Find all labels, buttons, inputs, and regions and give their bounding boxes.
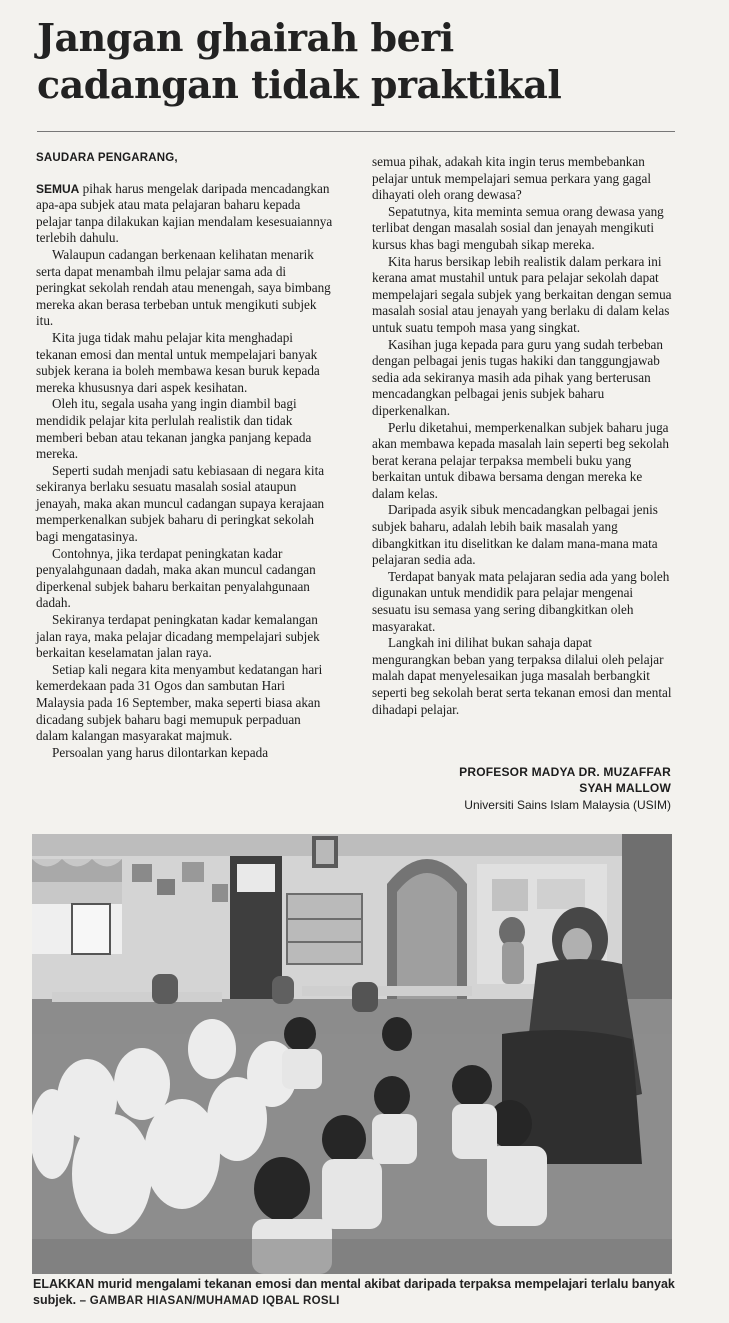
- headline-line-1: Jangan ghairah beri: [37, 15, 454, 60]
- paragraph-7: Sekiranya terdapat peningkatan kadar kemalangan jalan raya, maka pelajar dicadang mempelajari subjek berkaitan keselamatan jalan raya.: [36, 612, 320, 661]
- paragraph-3: Kita juga tidak mahu pelajar kita menghadapi tekanan emosi dan mental untuk mempelajari banyak subjek kerana ia boleh membawa kesan buruk kepada mereka khususnya dari aspek kesihatan.: [36, 329, 320, 395]
- paragraph-1: [36, 181, 336, 247]
- article-column-left: [36, 150, 336, 761]
- paragraph-8: Setiap kali negara kita menyambut kedatangan hari kemerdekaan pada 31 Ogos dan sambutan Hari Malaysia pada 16 September, maka seperti biasa akan dicadang subjek baharu bagi memupuk perpaduan dalam kalangan masyarakat majmuk.: [36, 661, 323, 744]
- photo-credit: – GAMBAR HIASAN/MUHAMAD IQBAL ROSLI: [79, 1295, 340, 1307]
- author-institution: Universiti Sains Islam Malaysia (USIM): [464, 798, 671, 812]
- paragraph-9-continued: semua pihak, adakah kita ingin terus membebankan pelajar untuk mempelajari semua perkara yang gagal dihayati oleh orang dewasa?: [372, 154, 652, 203]
- lead-word: SEMUA: [36, 181, 80, 196]
- paragraph-12: Kasihan juga kepada para guru yang sudah terbeban dengan pelbagai jenis tugas hakiki dan tanggungjawab sedia ada sekiranya masih ada pihak yang berterusan mencadangkan pelbagai jenis subjek baharu diperkenalkan.: [372, 336, 663, 418]
- paragraph-14: Daripada asyik sibuk mencadangkan pelbagai jenis subjek baharu, adalah lebih baik masalah yang dibangkitkan itu diselitkan ke dalam mana-mana mata pelajaran sedia ada.: [372, 502, 658, 568]
- paragraph-6: Contohnya, jika terdapat peningkatan kadar penyalahgunaan dadah, maka akan muncul cadangan diperkenal subjek baharu berkaitan penyalahgunaan dadah.: [36, 545, 316, 611]
- paragraph-11: Kita harus bersikap lebih realistik dalam perkara ini kerana amat mustahil untuk para pelajar sekolah dapat mempelajari segala subjek yang berkaitan dengan semua masalah sosial atau jenayah yang berlaku di dalam kelas untuk suatu tempoh masa yang singkat.: [372, 253, 672, 335]
- classroom-photo-illustration: [32, 834, 672, 1274]
- headline-divider: [37, 131, 675, 132]
- photo-caption: [33, 1276, 683, 1309]
- classroom-photo: [32, 834, 672, 1274]
- paragraph-10: Sepatutnya, kita meminta semua orang dewasa yang terlibat dengan masalah sosial dan jenayah mengikuti kursus khas bagi mengubah sikap mereka.: [372, 203, 664, 252]
- article-column-right: [372, 154, 672, 718]
- headline-line-2: cadangan tidak praktikal: [37, 62, 562, 107]
- paragraph-4: Oleh itu, segala usaha yang ingin diambil bagi mendidik pelajar kita perlulah realistik dan tidak memberi beban atau tekanan jangka panjang kepada mereka.: [36, 396, 312, 462]
- paragraph-1-text: pihak harus mengelak daripada mencadangkan apa-apa subjek atau mata pelajaran baharu kepada pelajar tanpa dilakukan kajian mendalam kesesuaiannya terlebih dahulu.: [36, 180, 333, 246]
- salutation: SAUDARA PENGARANG,: [36, 152, 178, 164]
- paragraph-13: Perlu diketahui, memperkenalkan subjek baharu juga akan membawa kepada masalah lain seperti beg sekolah berat kerana pelajar terpaksa membeli buku yang berkaitan untuk dibawa bersama dengan mereka ke dalam kelas.: [372, 419, 669, 501]
- photo-caption-text: ELAKKAN murid mengalami tekanan emosi dan mental akibat daripada terpaksa mempelajari terlalu banyak subjek.: [33, 1277, 675, 1307]
- paragraph-2: Walaupun cadangan berkenaan kelihatan menarik serta dapat menambah ilmu pelajar sama ada di peringkat sekolah rendah atau menengah, saya bimbang mereka akan berasa terbeban untuk mengikuti subjek itu.: [36, 246, 331, 329]
- author-name-line-2: SYAH MALLOW: [579, 781, 671, 795]
- headline: [37, 14, 677, 108]
- paragraph-16: Langkah ini dilihat bukan sahaja dapat mengurangkan beban yang terpaksa dilalui oleh pelajar malah dapat menyelesaikan juga masalah berbangkit seperti beg sekolah berat serta tekanan emosi dan mental dihadapi pelajar.: [372, 635, 672, 717]
- author-byline: [372, 764, 671, 813]
- author-name-line-1: PROFESOR MADYA DR. MUZAFFAR: [459, 765, 671, 779]
- paragraph-15: Terdapat banyak mata pelajaran sedia ada yang boleh digunakan untuk mendidik para pelajar mengenai sesuatu isu semasa yang sering dibangkitkan oleh masyarakat.: [372, 568, 670, 634]
- paragraph-9: Persoalan yang harus dilontarkan kepada: [52, 744, 269, 760]
- paragraph-5: Seperti sudah menjadi satu kebiasaan di negara kita sekiranya berlaku sesuatu masalah sosial ataupun jenayah, maka akan muncul cadangan supaya kerajaan memperkenalkan subjek baharu di peringkat sekolah bagi mengatasinya.: [36, 462, 325, 545]
